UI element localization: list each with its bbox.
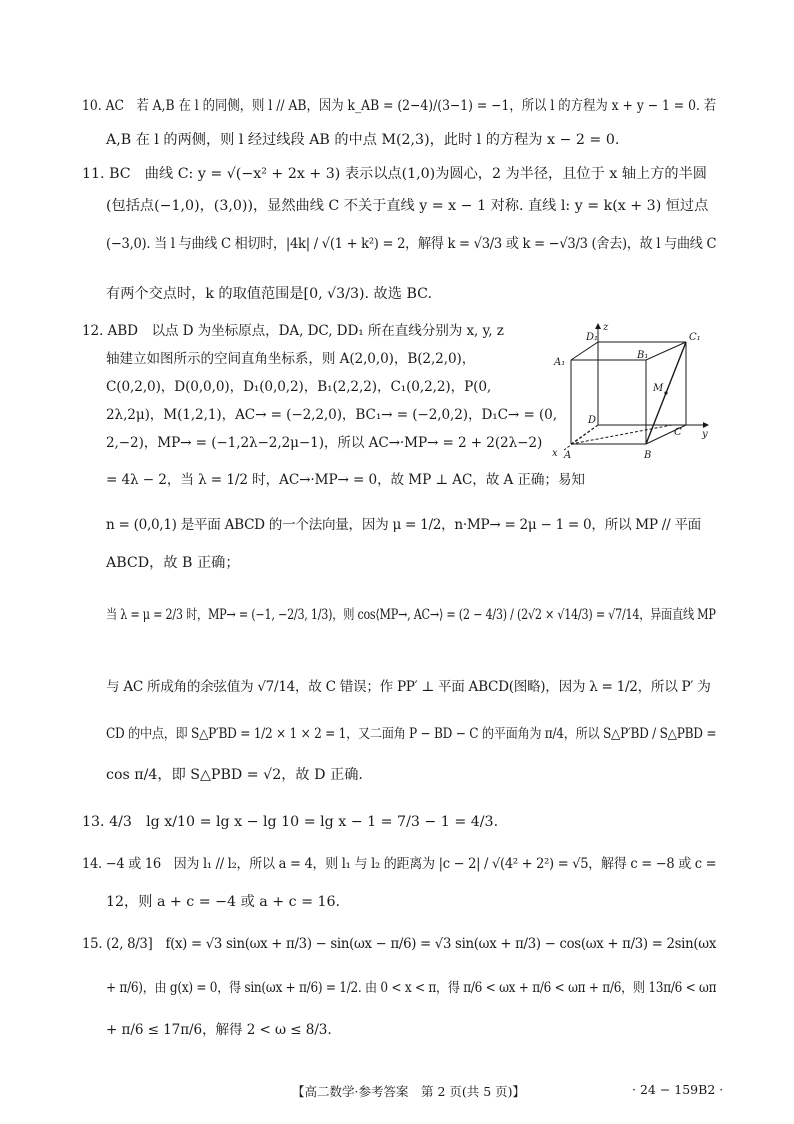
cube-figure	[548, 320, 716, 468]
text-line-24: + π/6 ≤ 17π/6，解得 2 < ω ≤ 8/3.	[106, 1022, 332, 1038]
label-a1: A₁	[554, 357, 566, 368]
label-x: x	[552, 448, 558, 459]
point-m	[664, 391, 667, 394]
label-m: M	[653, 383, 664, 394]
text-line-13: n = (0,0,1) 是平面 ABCD 的一个法向量，因为 μ = 1/2，n·MP→ = 2μ − 1 = 0，所以 MP // 平面	[106, 517, 701, 533]
text-line-20: 14. −4 或 16 因为 l₁ // l₂，所以 a = 4，则 l₁ 与 l₂ 的距离为 |c − 2| / √(4² + 2²) = √5，解得 c = −8 或 c =	[82, 856, 717, 872]
text-line-18: cos π/4，即 S△PBD = √2，故 D 正确.	[106, 767, 363, 783]
label-c1: C₁	[689, 332, 701, 343]
text-line-9: C(0,2,0)，D(0,0,0)，D₁(0,0,2)，B₁(2,2,2)，C₁(0,2,2)，P(0,	[106, 379, 492, 395]
top-face	[571, 342, 686, 360]
label-y: y	[702, 429, 708, 440]
text-line-8: 轴建立如图所示的空间直角坐标系，则 A(2,0,0)，B(2,2,0)，	[106, 351, 476, 367]
label-d1: D₁	[586, 332, 599, 343]
label-z: z	[603, 322, 609, 333]
edge-d-a	[571, 425, 598, 444]
text-line-5: (−3,0). 当 l 与曲线 C 相切时，|4k| / √(1 + k²) = 2，解得 k = √3/3 或 k = −√3/3 (舍去)，故 l 与曲线 C	[106, 236, 717, 252]
label-c: C	[674, 427, 682, 438]
text-line-11: 2,−2)，MP→ = (−1,2λ−2,2μ−1)，所以 AC→·MP→ = 2 + 2(2λ−2)	[106, 435, 543, 451]
text-line-17: CD 的中点，即 S△P′BD = 1/2 × 1 × 2 = 1，又二面角 P − BD − C 的平面角为 π/4，所以 S△P′BD / S△PBD =	[106, 726, 717, 742]
footer-code: · 24 − 159B2 ·	[632, 1082, 724, 1097]
text-line-19: 13. 4/3 lg x/10 = lg x − lg 10 = lg x − 1 = 7/3 − 1 = 4/3.	[82, 814, 499, 830]
text-line-10: 2λ,2μ)，M(1,2,1)，AC→ = (−2,2,0)，BC₁→ = (−2,0,2)，D₁C→ = (0,	[106, 407, 557, 423]
text-line-15: 当 λ = μ = 2/3 时，MP→ = (−1, −2/3, 1/3)，则 cos⟨MP→, AC→⟩ = (2 − 4/3) / (2√2 × √14/3) = √7/14，异面直线 MP	[106, 607, 716, 623]
text-line-1: 10. AC 若 A,B 在 l 的同侧，则 l // AB，因为 k_AB = (2−4)/(3−1) = −1，所以 l 的方程为 x + y − 1 = 0. 若	[82, 98, 717, 114]
label-b1: B₁	[637, 350, 649, 361]
text-line-23: + π/6)，由 g(x) = 0，得 sin(ωx + π/6) = 1/2. 由 0 < x < π，得 π/6 < ωx + π/6 < ωπ + π/6，则 13π/6 < ωπ	[106, 980, 717, 996]
text-line-7: 12. ABD 以点 D 为坐标原点，DA, DC, DD₁ 所在直线分别为 x, y, z	[82, 323, 504, 339]
text-line-21: 12，则 a + c = −4 或 a + c = 16.	[106, 894, 341, 910]
text-line-4: (包括点(−1,0)，(3,0))，显然曲线 C 不关于直线 y = x − 1 对称. 直线 l: y = k(x + 3) 恒过点	[106, 198, 709, 214]
text-line-14: ABCD，故 B 正确；	[106, 555, 240, 571]
text-line-6: 有两个交点时，k 的取值范围是[0, √3/3). 故选 BC.	[106, 286, 432, 302]
text-line-3: 11. BC 曲线 C: y = √(−x² + 2x + 3) 表示以点(1,0)为圆心，2 为半径，且位于 x 轴上方的半圆	[82, 166, 707, 182]
text-line-2: A,B 在 l 的两侧，则 l 经过线段 AB 的中点 M(2,3)，此时 l 的方程为 x − 2 = 0.	[106, 132, 620, 148]
label-d: D	[588, 415, 597, 426]
label-b: B	[644, 450, 652, 461]
text-line-12: = 4λ − 2，当 λ = 1/2 时，AC→·MP→ = 0，故 MP ⊥ AC，故 A 正确；易知	[106, 472, 585, 488]
segment-a-c	[571, 425, 672, 444]
footer-page-info: 【高二数学·参考答案 第 2 页(共 5 页)】	[292, 1084, 526, 1099]
text-line-16: 与 AC 所成角的余弦值为 √7/14，故 C 错误；作 PP′ ⊥ 平面 ABCD(图略)，因为 λ = 1/2，所以 P′ 为	[106, 679, 711, 695]
label-a: A	[564, 450, 572, 461]
text-line-22: 15. (2, 8/3] f(x) = √3 sin(ωx + π/3) − sin(ωx − π/6) = √3 sin(ωx + π/3) − cos(ωx + π/3) = 2sin(ωx	[82, 936, 717, 952]
